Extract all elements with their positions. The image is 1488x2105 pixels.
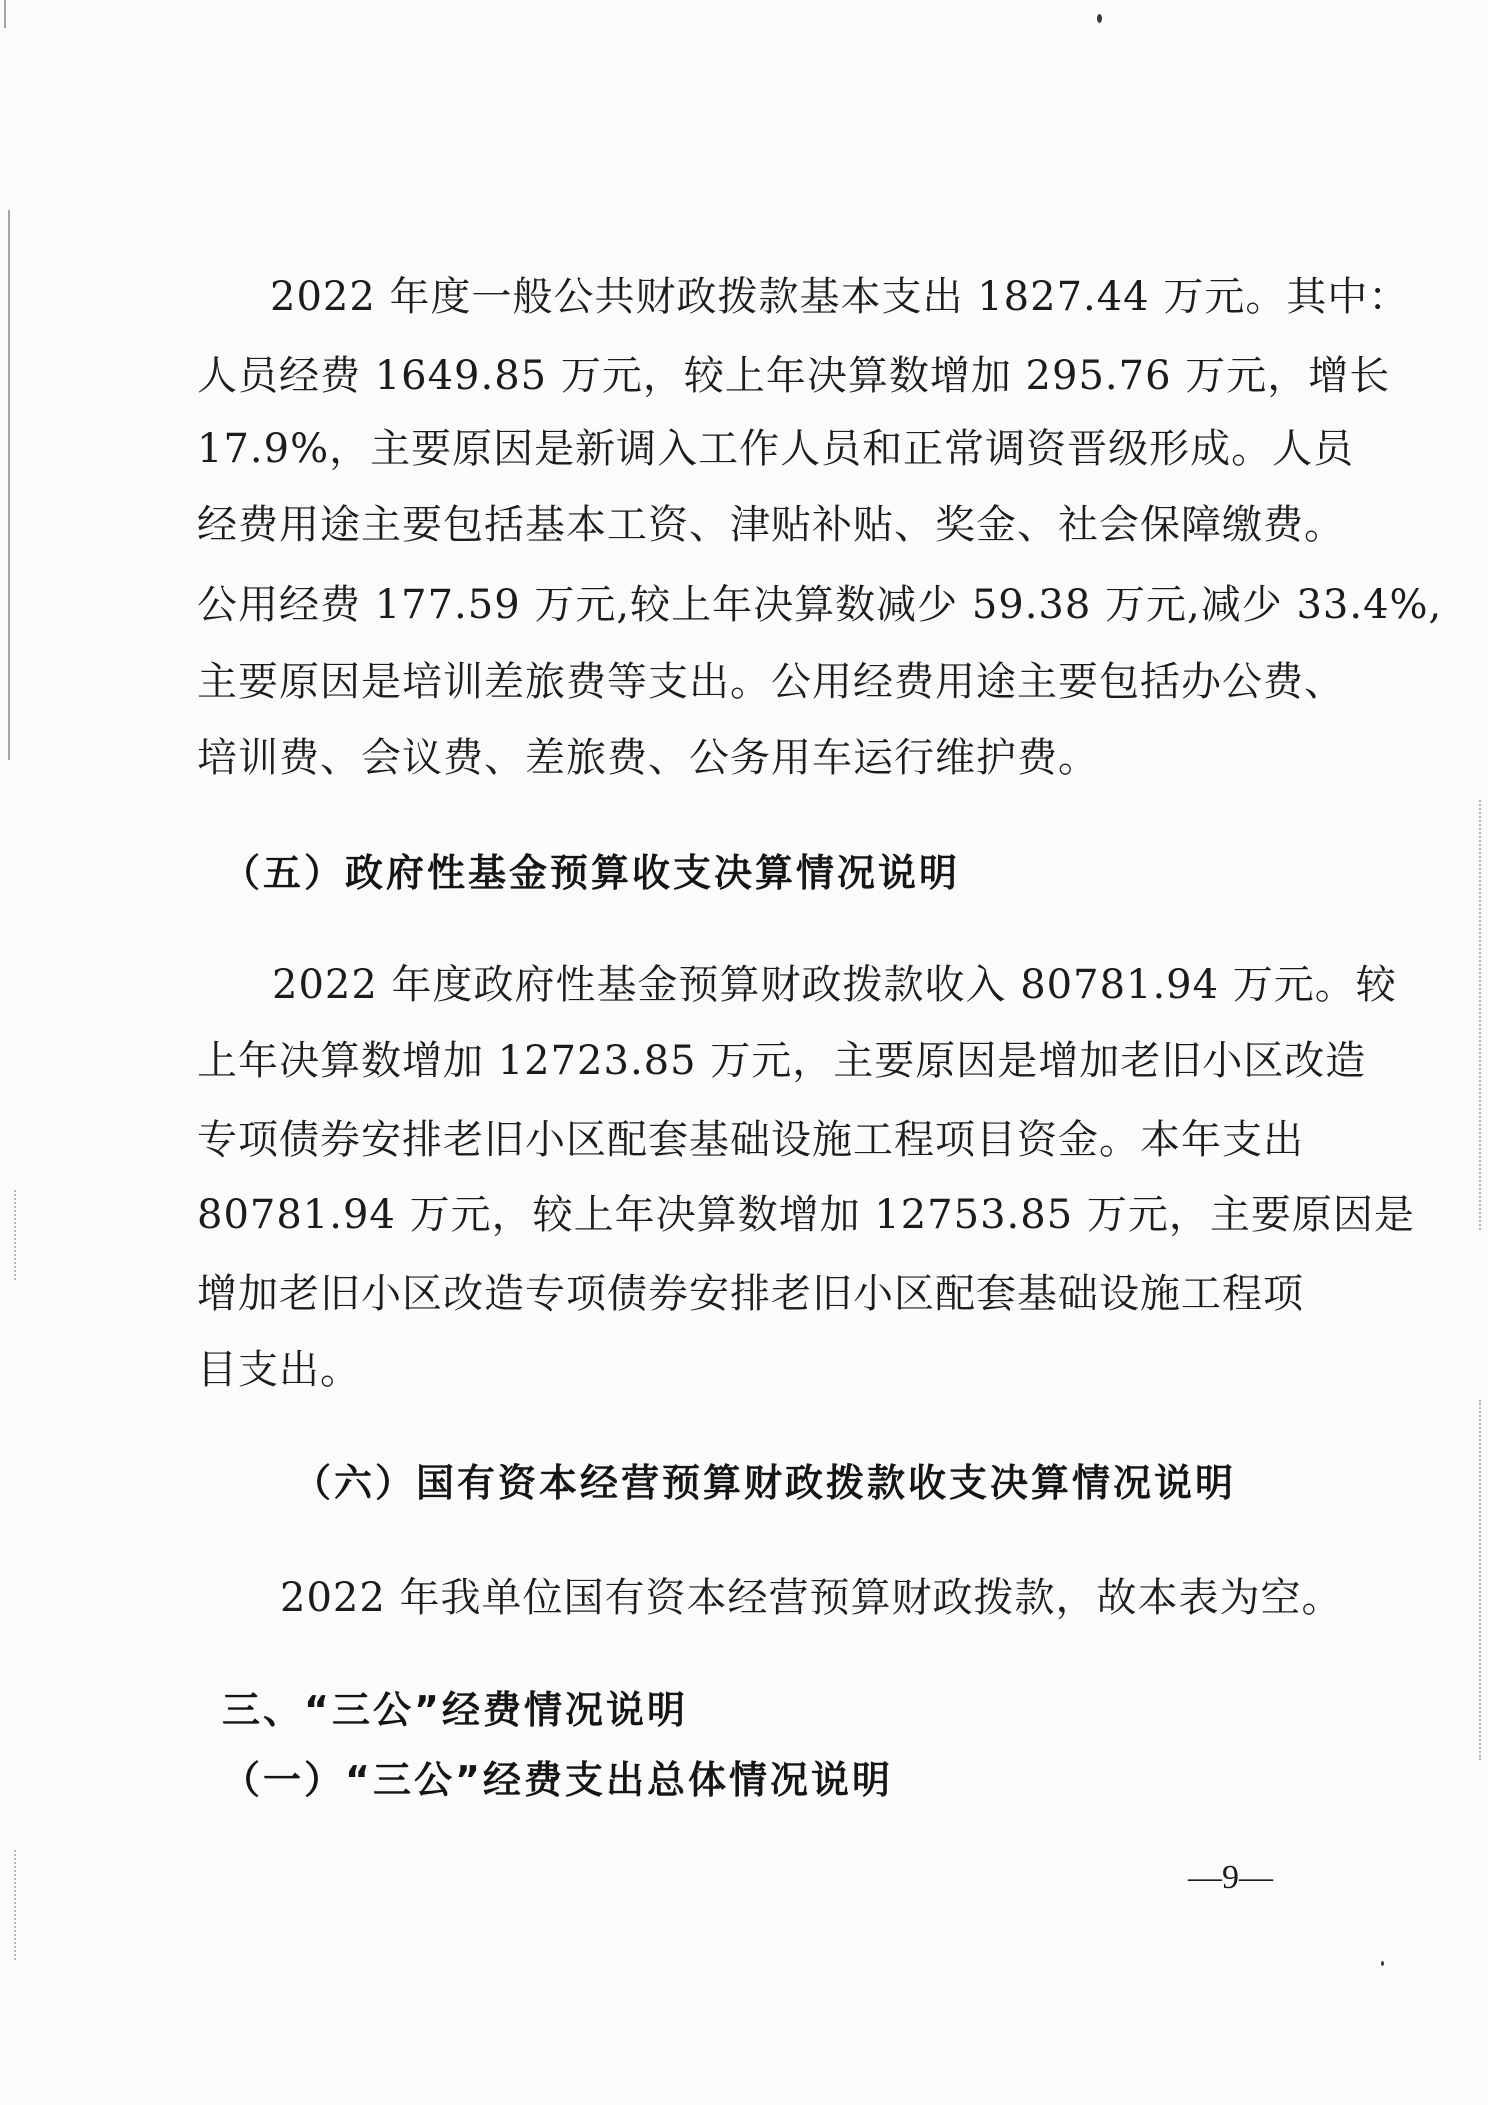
page-number: —9— bbox=[1188, 1859, 1273, 1896]
text-line: 2022 年度政府性基金预算财政拨款收入 80781.94 万元。较 bbox=[272, 962, 1397, 1008]
text-line: 培训费、会议费、差旅费、公务用车运行维护费。 bbox=[197, 735, 1099, 781]
scan-edge-line bbox=[8, 210, 10, 760]
text-line: 经费用途主要包括基本工资、津贴补贴、奖金、社会保障缴费。 bbox=[197, 502, 1345, 548]
text-line: 17.9%，主要原因是新调入工作人员和正常调资晋级形成。人员 bbox=[197, 426, 1355, 472]
scan-edge-mark bbox=[4, 0, 6, 28]
text-line: 2022 年度一般公共财政拨款基本支出 1827.44 万元。其中： bbox=[270, 274, 1410, 320]
text-line: 目支出。 bbox=[197, 1347, 361, 1393]
scan-edge-dots bbox=[1479, 800, 1483, 1230]
scan-edge-dots bbox=[14, 1850, 18, 1960]
text-line: 上年决算数增加 12723.85 万元，主要原因是增加老旧小区改造 bbox=[197, 1038, 1367, 1084]
scan-speck bbox=[1097, 14, 1102, 23]
subsection-heading-three-public-overview: （一）“三公”经费支出总体情况说明 bbox=[222, 1758, 893, 1802]
text-line: 专项债券安排老旧小区配套基础设施工程项目资金。本年支出 bbox=[197, 1117, 1304, 1163]
text-line: 公用经费 177.59 万元,较上年决算数减少 59.38 万元,减少 33.4%, bbox=[197, 582, 1443, 628]
text-line: 人员经费 1649.85 万元，较上年决算数增加 295.76 万元，增长 bbox=[197, 353, 1391, 399]
section-heading-three-public: 三、“三公”经费情况说明 bbox=[222, 1688, 688, 1732]
scan-speck bbox=[1381, 1961, 1384, 1966]
section-heading-state-capital: （六）国有资本经营预算财政拨款收支决算情况说明 bbox=[293, 1461, 1237, 1505]
scan-edge-dots bbox=[1479, 1400, 1483, 1760]
scan-edge-dots bbox=[14, 1190, 18, 1280]
section-heading-gov-fund: （五）政府性基金预算收支决算情况说明 bbox=[222, 851, 961, 895]
text-line: 2022 年我单位国有资本经营预算财政拨款，故本表为空。 bbox=[280, 1575, 1343, 1621]
text-line: 主要原因是培训差旅费等支出。公用经费用途主要包括办公费、 bbox=[197, 659, 1345, 705]
text-line: 增加老旧小区改造专项债券安排老旧小区配套基础设施工程项 bbox=[197, 1271, 1304, 1317]
text-line: 80781.94 万元，较上年决算数增加 12753.85 万元，主要原因是 bbox=[197, 1192, 1415, 1238]
